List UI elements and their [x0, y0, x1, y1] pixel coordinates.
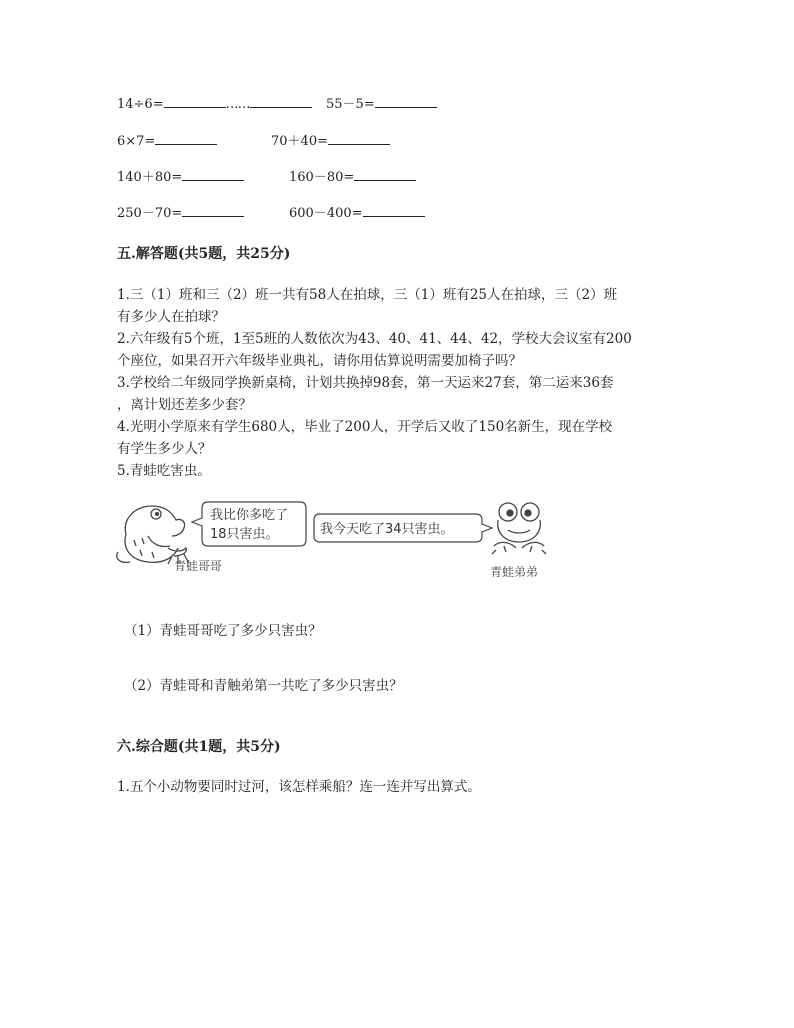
calc-row-2a — [117, 131, 217, 151]
speech-bubble-2 — [314, 514, 492, 542]
answer-blank[interactable] — [250, 94, 312, 108]
sub-question: （1）青蛙哥哥吃了多少只害虫？ — [124, 623, 322, 639]
remainder-dots: …… — [225, 97, 250, 112]
bubble-text: 我比你多吃了 — [210, 508, 289, 523]
calc-expr: 70＋40= — [271, 134, 328, 149]
bubble-text: 我今天吃了34只害虫。 — [320, 522, 454, 537]
calc-expr: 160－80= — [289, 170, 355, 185]
section-heading: 五.解答题(共5题，共25分) — [117, 246, 291, 262]
question-text: ，离计划还差多少套？ — [117, 397, 252, 413]
bubble-text: 18只害虫。 — [210, 527, 279, 542]
calc-expr: 14÷6= — [117, 97, 164, 112]
section-heading: 六.综合题(共1题，共5分) — [117, 739, 281, 755]
answer-blank[interactable] — [182, 167, 244, 181]
question-text: 5.青蛙吃害虫。 — [117, 463, 211, 479]
frog-big-brother-icon — [117, 506, 188, 564]
calc-row-4b — [289, 203, 425, 223]
question-text: 1.五个小动物要同时过河，该怎样乘船？连一连并写出算式。 — [117, 779, 481, 795]
calc-expr: 6×7= — [117, 134, 156, 149]
calc-expr: 250－70= — [117, 206, 183, 221]
frog-illustration — [112, 492, 562, 592]
frog-little-brother-icon — [492, 503, 546, 554]
frog-right-label: 青蛙弟弟 — [490, 565, 539, 579]
answer-blank[interactable] — [354, 167, 416, 181]
sub-question: （2）青蛙哥和青触弟第一共吃了多少只害虫？ — [124, 678, 403, 694]
question-text: 有多少人在拍球？ — [117, 309, 225, 325]
calc-row-1b — [326, 94, 437, 114]
calc-row-3b — [289, 167, 416, 187]
calc-expr: 140＋80= — [117, 170, 183, 185]
question-text: 有学生多少人？ — [117, 441, 212, 457]
answer-blank[interactable] — [328, 131, 390, 145]
calc-expr: 600－400= — [289, 206, 363, 221]
question-text: 2.六年级有5个班，1至5班的人数依次为43、40、41、44、42，学校大会议室有200 — [117, 331, 632, 347]
answer-blank[interactable] — [363, 203, 425, 217]
question-text: 4.光明小学原来有学生680人，毕业了200人，开学后又收了150名新生，现在学校 — [117, 419, 613, 435]
answer-blank[interactable] — [182, 203, 244, 217]
answer-blank[interactable] — [164, 94, 226, 108]
answer-blank[interactable] — [155, 131, 217, 145]
question-list — [117, 284, 687, 482]
calc-expr: 55－5= — [326, 97, 375, 112]
question-text: 3.学校给二年级同学换新桌椅，计划共换掉98套，第一天运来27套，第二运来36套 — [117, 375, 614, 391]
speech-bubble-1 — [192, 502, 306, 546]
calc-row-2b — [271, 131, 390, 151]
frog-left-label: 青蛙哥哥 — [174, 559, 223, 573]
question-text: 1.三（1）班和三（2）班一共有58人在拍球，三（1）班有25人在拍球，三（2）班 — [117, 287, 618, 303]
question-text: 个座位，如果召开六年级毕业典礼，请你用估算说明需要加椅子吗？ — [117, 353, 522, 369]
calc-row-1 — [117, 94, 312, 114]
calc-row-3a — [117, 167, 244, 187]
answer-blank[interactable] — [375, 94, 437, 108]
calc-row-4a — [117, 203, 244, 223]
